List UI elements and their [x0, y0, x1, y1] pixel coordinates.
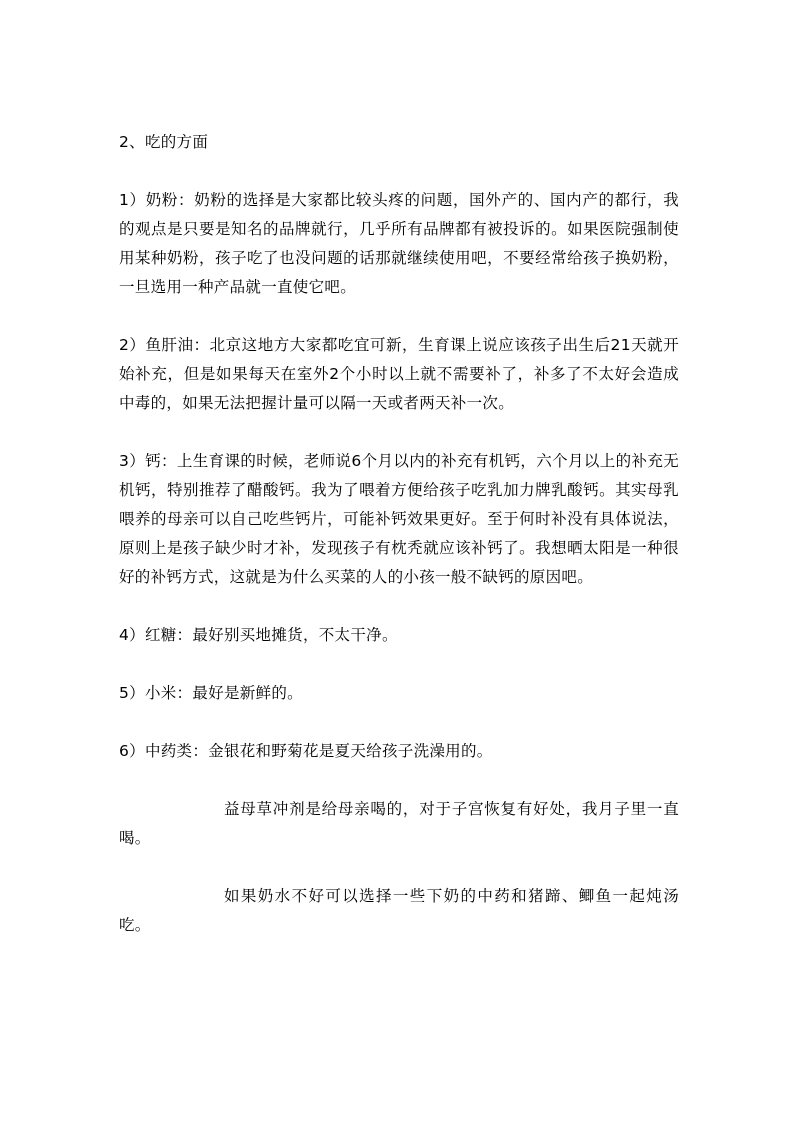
paragraph-millet: 5）小米：最好是新鲜的。	[119, 684, 303, 702]
paragraph-cod-liver-oil: 2）鱼肝油：北京这地方大家都吃宜可新，生育课上说应该孩子出生后21天就开始补充，但是如果每天在室外2个小时以上就不需要补了，补多了不太好会造成中毒的，如果无法把握计量可以隔一天或者两天补一次。	[119, 336, 679, 412]
document-body	[119, 128, 679, 969]
paragraph-calcium: 3）钙：上生育课的时候，老师说6个月以内的补充有机钙，六个月以上的补充无机钙，特别推荐了醋酸钙。我为了喂着方便给孩子吃乳加力牌乳酸钙。其实母乳喂养的母亲可以自己吃些钙片，可能补钙效果更好。至于何时补没有具体说法，原则上是孩子缺少时才补，发现孩子有枕秃就应该补钙了。我想晒太阳是一种很好的补钙方式，这就是为什么买菜的人的小孩一般不缺钙的原因吧。	[119, 452, 679, 586]
paragraph-brown-sugar: 4）红糖：最好别买地摊货，不太干净。	[119, 626, 398, 644]
paragraph-motherwort: 益母草冲剂是给母亲喝的，对于子宫恢复有好处，我月子里一直喝。	[119, 800, 679, 847]
paragraph-herbal-medicine: 6）中药类：金银花和野菊花是夏天给孩子洗澡用的。	[119, 742, 493, 760]
paragraph-milk-powder: 1）奶粉：奶粉的选择是大家都比较头疼的问题，国外产的、国内产的都行，我的观点是只要是知名的品牌就行，几乎所有品牌都有被投诉的。如果医院强制使用某种奶粉，孩子吃了也没问题的话那就继续使用吧，不要经常给孩子换奶粉，一旦选用一种产品就一直使它吧。	[119, 191, 679, 296]
paragraph-lactation-soup: 如果奶水不好可以选择一些下奶的中药和猪蹄、鲫鱼一起炖汤吃。	[119, 887, 679, 934]
section-heading: 2、吃的方面	[119, 133, 209, 151]
